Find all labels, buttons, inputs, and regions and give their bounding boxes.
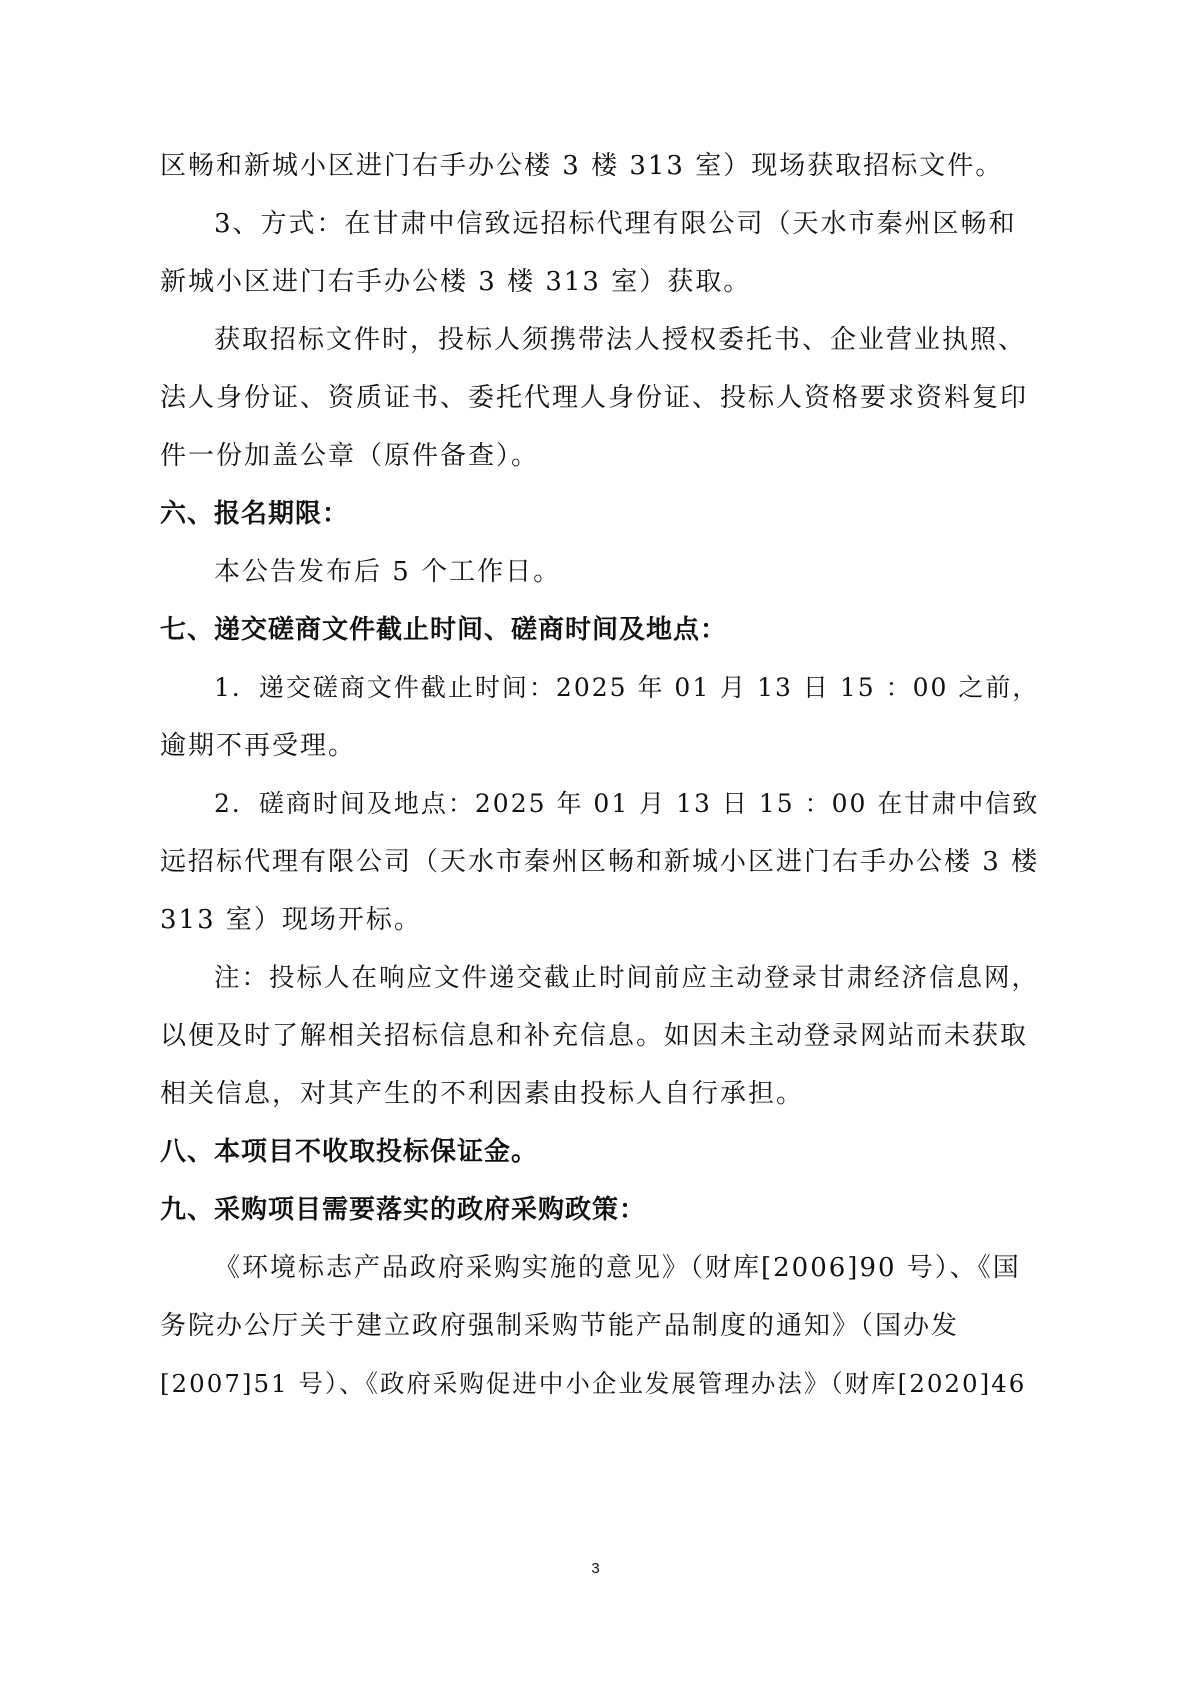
text-line: 获取招标文件时，投标人须携带法人授权委托书、企业营业执照、 [214,325,1027,355]
text-line: 件一份加盖公章（原件备查）。 [160,441,540,471]
section-heading: 九、采购项目需要落实的政府采购政策： [160,1195,647,1225]
text-line: 远招标代理有限公司（天水市秦州区畅和新城小区进门右手办公楼 3 楼 [160,847,1040,877]
section-heading: 八、本项目不收取投标保证金。 [160,1137,539,1167]
text-line: 注：投标人在响应文件递交截止时间前应主动登录甘肃经济信息网， [214,963,1040,993]
text-line: 313 室）现场开标。 [160,905,422,935]
text-line: 《环境标志产品政府采购实施的意见》（财库[2006]90 号）、《国 [214,1253,1021,1283]
section-heading: 六、报名期限： [160,499,350,529]
text-line: 逾期不再受理。 [160,731,357,761]
text-line: 新城小区进门右手办公楼 3 楼 313 室）获取。 [160,267,752,297]
text-line: [2007]51 号）、《政府采购促进中小企业发展管理办法》（财库[2020]46 [160,1369,1027,1398]
page-number: 3 [591,1560,600,1577]
text-line: 以便及时了解相关招标信息和补充信息。如因未主动登录网站而未获取 [160,1021,1029,1051]
text-line: 2．磋商时间及地点：2025 年 01 月 13 日 15 ：00 在甘肃中信致 [214,789,1040,818]
text-line: 法人身份证、资质证书、委托代理人身份证、投标人资格要求资料复印 [160,383,1029,413]
text-line: 本公告发布后 5 个工作日。 [214,557,562,587]
text-line: 相关信息，对其产生的不利因素由投标人自行承担。 [160,1079,805,1109]
text-line: 3、方式：在甘肃中信致远招标代理有限公司（天水市秦州区畅和 [214,209,1017,239]
section-heading: 七、递交磋商文件截止时间、磋商时间及地点： [160,615,728,645]
text-line: 1．递交磋商文件截止时间：2025 年 01 月 13 日 15 ：00 之前， [214,673,1040,702]
text-line: 区畅和新城小区进门右手办公楼 3 楼 313 室）现场获取招标文件。 [160,151,1004,181]
text-line: 务院办公厅关于建立政府强制采购节能产品制度的通知》（国办发 [160,1311,960,1341]
